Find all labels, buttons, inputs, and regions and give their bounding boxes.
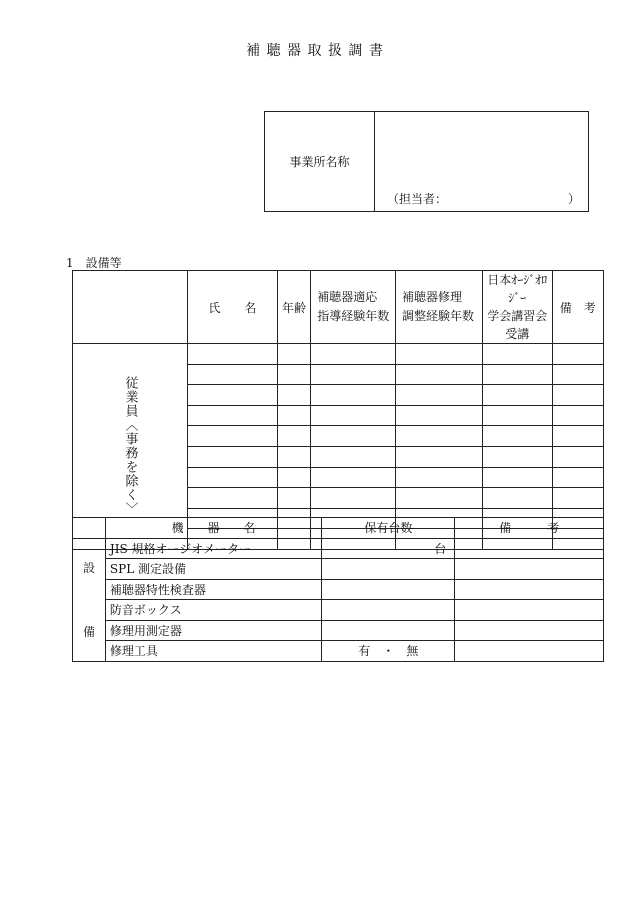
office-name-field[interactable] <box>375 112 589 212</box>
header-count: 保有台数 <box>322 518 455 539</box>
staff-name-cell[interactable] <box>188 364 278 385</box>
staff-fit-cell[interactable] <box>311 488 396 509</box>
staff-age-cell[interactable] <box>277 385 310 406</box>
header-fitting-experience <box>311 271 396 344</box>
header-remarks: 備 考 <box>552 271 603 344</box>
header-fitting-line2: 指導経験年数 <box>317 309 390 323</box>
staff-name-cell[interactable] <box>188 446 278 467</box>
staff-course-cell[interactable] <box>482 488 552 509</box>
staff-remarks-cell[interactable] <box>552 344 603 365</box>
staff-repair-cell[interactable] <box>395 446 482 467</box>
document-title: 補 聴 器 取 扱 調 書 <box>246 43 384 59</box>
staff-name-cell[interactable] <box>188 405 278 426</box>
equipment-remarks[interactable] <box>455 620 604 641</box>
equipment-name: JIS 規格オージオメーター <box>105 538 322 559</box>
equipment-name: SPL 測定設備 <box>105 559 322 580</box>
staff-course-cell[interactable] <box>482 364 552 385</box>
staff-remarks-cell[interactable] <box>552 467 603 488</box>
staff-age-cell[interactable] <box>277 488 310 509</box>
equipment-name: 防音ボックス <box>105 600 322 621</box>
equipment-count[interactable] <box>322 559 455 580</box>
staff-remarks-cell[interactable] <box>552 426 603 447</box>
equipment-remarks[interactable] <box>455 538 604 559</box>
header-name: 氏 名 <box>188 271 278 344</box>
equipment-count[interactable]: 台 <box>322 538 455 559</box>
header-equipment-name: 機 器 名 <box>105 518 322 539</box>
staff-name-cell[interactable] <box>188 467 278 488</box>
staff-repair-cell[interactable] <box>395 385 482 406</box>
header-repair-line2: 調整経験年数 <box>401 309 474 323</box>
header-audiology-course <box>482 271 552 344</box>
staff-course-cell[interactable] <box>482 405 552 426</box>
office-name-label: 事業所名称 <box>265 112 375 212</box>
staff-age-cell[interactable] <box>277 426 310 447</box>
header-age: 年齢 <box>277 271 310 344</box>
header-equip-remarks: 備 考 <box>455 518 604 539</box>
staff-repair-cell[interactable] <box>395 405 482 426</box>
equipment-count[interactable] <box>322 600 455 621</box>
staff-remarks-cell[interactable] <box>552 446 603 467</box>
staff-table <box>72 270 604 550</box>
staff-name-cell[interactable] <box>188 488 278 509</box>
header-course-line2: 学会講習会受講 <box>487 309 548 341</box>
equip-side-label-cell <box>73 538 106 661</box>
equipment-count[interactable]: 有 ・ 無 <box>322 641 455 662</box>
equipment-remarks[interactable] <box>455 579 604 600</box>
equip-side-label-bottom: 備 <box>82 624 95 639</box>
equipment-name: 修理工具 <box>105 641 322 662</box>
staff-repair-cell[interactable] <box>395 344 482 365</box>
staff-repair-cell[interactable] <box>395 467 482 488</box>
staff-remarks-cell[interactable] <box>552 405 603 426</box>
equipment-name: 補聴器特性検査器 <box>105 579 322 600</box>
office-info-box <box>264 111 589 212</box>
header-repair-experience <box>395 271 482 344</box>
staff-repair-cell[interactable] <box>395 364 482 385</box>
equip-side-label-top: 設 <box>82 560 95 575</box>
staff-name-cell[interactable] <box>188 344 278 365</box>
staff-course-cell[interactable] <box>482 426 552 447</box>
staff-fit-cell[interactable] <box>311 344 396 365</box>
staff-fit-cell[interactable] <box>311 385 396 406</box>
staff-name-cell[interactable] <box>188 385 278 406</box>
staff-age-cell[interactable] <box>277 405 310 426</box>
staff-repair-cell[interactable] <box>395 426 482 447</box>
equipment-remarks[interactable] <box>455 559 604 580</box>
staff-age-cell[interactable] <box>277 364 310 385</box>
staff-fit-cell[interactable] <box>311 467 396 488</box>
header-fitting-line1: 補聴器適応 <box>317 290 378 304</box>
staff-fit-cell[interactable] <box>311 426 396 447</box>
contact-person-label: （担当者： <box>387 192 448 206</box>
equip-corner-cell <box>73 518 106 539</box>
equipment-name: 修理用測定器 <box>105 620 322 641</box>
staff-course-cell[interactable] <box>482 344 552 365</box>
staff-course-cell[interactable] <box>482 446 552 467</box>
equipment-count[interactable] <box>322 620 455 641</box>
staff-age-cell[interactable] <box>277 467 310 488</box>
staff-age-cell[interactable] <box>277 344 310 365</box>
equipment-remarks[interactable] <box>455 600 604 621</box>
staff-repair-cell[interactable] <box>395 488 482 509</box>
staff-fit-cell[interactable] <box>311 364 396 385</box>
equipment-table <box>72 517 604 662</box>
staff-remarks-cell[interactable] <box>552 364 603 385</box>
equipment-count[interactable] <box>322 579 455 600</box>
header-course-line1: 日本ｵｰｼﾞｵﾛｼﾞｰ <box>487 273 548 305</box>
staff-side-label: 従業員〈事務を除く〉 <box>122 376 138 517</box>
staff-fit-cell[interactable] <box>311 405 396 426</box>
staff-fit-cell[interactable] <box>311 446 396 467</box>
staff-corner-cell <box>73 271 188 344</box>
equipment-remarks[interactable] <box>455 641 604 662</box>
contact-close-paren: ） <box>567 192 580 206</box>
section-heading: 1 設備等 <box>66 256 122 270</box>
staff-course-cell[interactable] <box>482 385 552 406</box>
header-repair-line1: 補聴器修理 <box>401 290 462 304</box>
staff-name-cell[interactable] <box>188 426 278 447</box>
staff-remarks-cell[interactable] <box>552 488 603 509</box>
staff-remarks-cell[interactable] <box>552 385 603 406</box>
staff-course-cell[interactable] <box>482 467 552 488</box>
staff-age-cell[interactable] <box>277 446 310 467</box>
